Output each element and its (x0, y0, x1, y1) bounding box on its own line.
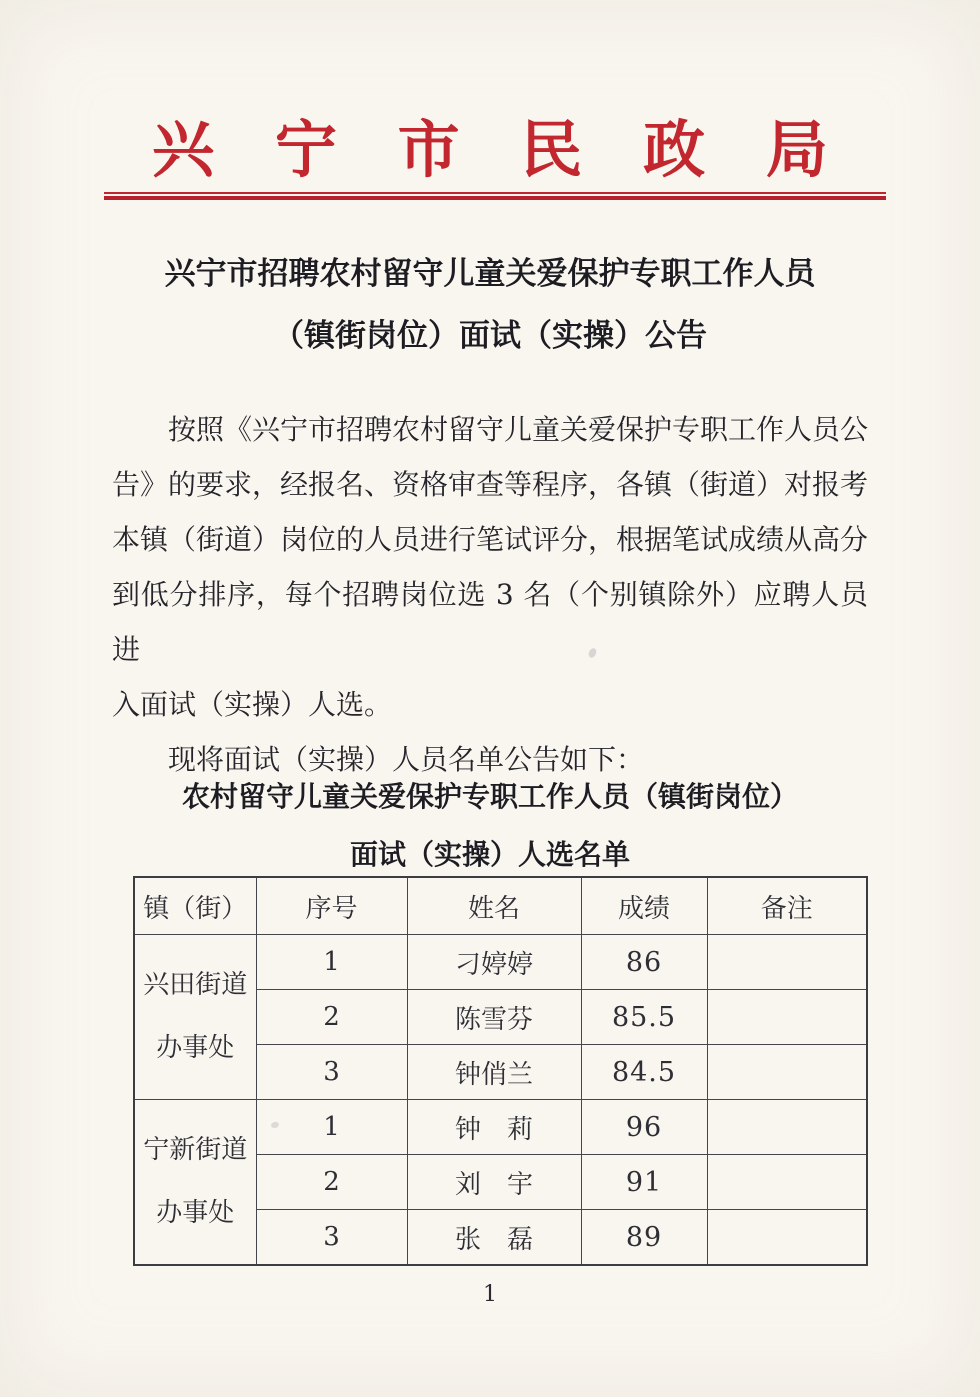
body-line: 按照《兴宁市招聘农村留守儿童关爱保护专职工作人员公 (168, 413, 869, 446)
col-header-town: 镇（街） (134, 877, 256, 935)
document-title-line-1: 兴宁市招聘农村留守儿童关爱保护专职工作人员 (164, 256, 816, 292)
roster-table (133, 876, 868, 1266)
body-line: 入面试（实操）人选。 (112, 688, 393, 721)
town-name-line: 办事处 (156, 1198, 235, 1228)
town-cell (134, 1100, 256, 1266)
score-cell: 91 (581, 1155, 707, 1210)
col-header-score: 成绩 (581, 877, 707, 935)
note-cell (707, 1155, 867, 1210)
body-line: 现将面试（实操）人员名单公告如下： (168, 743, 645, 776)
letterhead-org-name-text: 兴宁市民政局 (152, 113, 889, 186)
document-title-line-2: （镇街岗位）面试（实操）公告 (273, 318, 707, 354)
name-cell: 钟俏兰 (407, 1045, 581, 1100)
body-line: 到低分排序，每个招聘岗位选 3 名（个别镇除外）应聘人员进 (112, 578, 868, 666)
score-cell: 86 (581, 935, 707, 990)
table-header-row (134, 877, 867, 935)
letterhead-org-name (0, 112, 980, 188)
note-cell (707, 1045, 867, 1100)
col-header-note: 备注 (707, 877, 867, 935)
note-cell (707, 935, 867, 990)
serial-cell: 2 (256, 1155, 407, 1210)
page-number: 1 (483, 1282, 497, 1307)
body-line: 告》的要求，经报名、资格审查等程序，各镇（街道）对报考 (112, 468, 869, 501)
table-row (134, 935, 867, 990)
score-cell: 85.5 (581, 990, 707, 1045)
serial-cell: 3 (256, 1045, 407, 1100)
town-name-line: 办事处 (156, 1033, 235, 1063)
roster-title (0, 768, 980, 884)
note-cell (707, 1210, 867, 1266)
roster-title-line-2: 面试（实操）人选名单 (349, 838, 630, 871)
score-cell: 84.5 (581, 1045, 707, 1100)
town-name-line: 宁新街道 (143, 1135, 248, 1165)
score-cell: 89 (581, 1210, 707, 1266)
col-header-serial: 序号 (256, 877, 407, 935)
note-cell (707, 990, 867, 1045)
serial-cell: 1 (256, 1100, 407, 1155)
name-cell: 刁婷婷 (407, 935, 581, 990)
letterhead-divider-thin-line (104, 192, 886, 194)
name-cell: 张 磊 (407, 1210, 581, 1266)
name-cell: 陈雪芬 (407, 990, 581, 1045)
name-cell: 钟 莉 (407, 1100, 581, 1155)
col-header-name: 姓名 (407, 877, 581, 935)
body-line: 本镇（街道）岗位的人员进行笔试评分，根据笔试成绩从高分 (112, 523, 869, 556)
town-name-line: 兴田街道 (143, 970, 248, 1000)
serial-cell: 3 (256, 1210, 407, 1266)
town-cell (134, 935, 256, 1100)
score-cell: 96 (581, 1100, 707, 1155)
notice-body (112, 402, 868, 787)
letterhead-divider-thick-line (104, 196, 886, 200)
table-row (134, 1100, 867, 1155)
roster-title-line-1: 农村留守儿童关爱保护专职工作人员（镇街岗位） (181, 780, 798, 813)
note-cell (707, 1100, 867, 1155)
serial-cell: 1 (256, 935, 407, 990)
serial-cell: 2 (256, 990, 407, 1045)
document-title (0, 243, 980, 367)
name-cell: 刘 宇 (407, 1155, 581, 1210)
